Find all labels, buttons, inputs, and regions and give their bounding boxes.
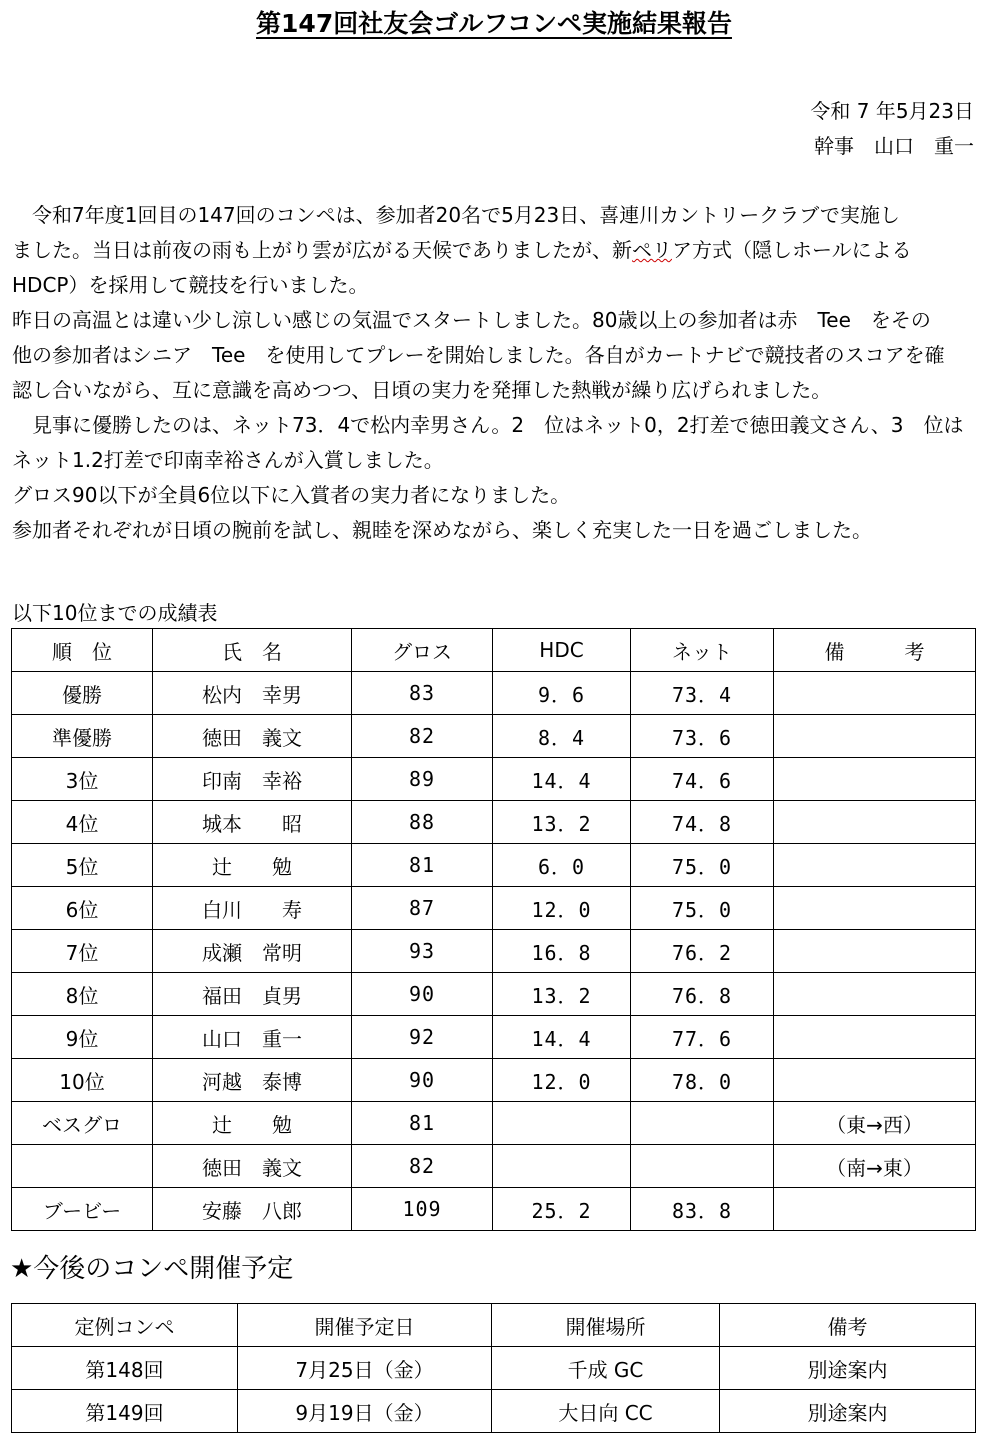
results-row [12,1102,976,1145]
cell-name: 辻 勉 [153,1102,352,1145]
cell-hdc: 25．2 [493,1188,631,1231]
cell-net: 74．6 [631,758,774,801]
results-header-row [12,629,976,672]
cell-name: 福田 貞男 [153,973,352,1016]
cell-net [631,1102,774,1145]
results-row [12,758,976,801]
cell-remarks [774,844,976,887]
body-line [12,233,976,268]
cell-net: 78．0 [631,1059,774,1102]
cell-gross: 87 [352,887,493,930]
body-line: 参加者それぞれが日頃の腕前を試し、親睦を深めながら、楽しく充実した一日を過ごしました。 [12,518,872,542]
cell-remarks [774,758,976,801]
results-row [12,973,976,1016]
cell-hdc [493,1102,631,1145]
cell-gross: 88 [352,801,493,844]
results-row [12,1188,976,1231]
body-line: HDCP）を採用して競技を行いました。 [12,273,369,297]
body-line-segment: ました。当日は前夜の雨も上がり雲が広がる天候でありましたが、新 [12,238,632,262]
cell-rank: 9位 [12,1016,153,1059]
cell-rank: 6位 [12,887,153,930]
cell-gross: 83 [352,672,493,715]
cell-gross: 81 [352,1102,493,1145]
cell-remarks [774,1016,976,1059]
cell-net: 76．8 [631,973,774,1016]
cell-hdc: 12．0 [493,1059,631,1102]
body-line: 見事に優勝したのは、ネット73．4で松内幸男さん。2 位はネット0，2打差で徳田義文さん、3 位は [12,413,964,437]
header-rank: 順 位 [12,629,153,672]
cell-name: 山口 重一 [153,1016,352,1059]
cell-remarks [774,1059,976,1102]
cell-date: 9月19日（金） [238,1390,492,1433]
cell-remarks: （東→西） [774,1102,976,1145]
header-name: 氏 名 [153,629,352,672]
cell-hdc [493,1145,631,1188]
cell-gross: 92 [352,1016,493,1059]
cell-name: 白川 寿 [153,887,352,930]
header-gross: グロス [352,629,493,672]
cell-name: 松内 幸男 [153,672,352,715]
cell-rank: 8位 [12,973,153,1016]
body-line: ネット1.2打差で印南幸裕さんが入賞しました。 [12,448,444,472]
header-competition: 定例コンペ [12,1304,238,1347]
cell-rank: ベスグロ [12,1102,153,1145]
cell-rank: 7位 [12,930,153,973]
cell-hdc: 16．8 [493,930,631,973]
cell-remarks: （南→東） [774,1145,976,1188]
cell-gross: 89 [352,758,493,801]
cell-gross: 81 [352,844,493,887]
results-row [12,672,976,715]
cell-name: 辻 勉 [153,844,352,887]
body-line: 他の参加者はシニア Tee を使用してプレーを開始しました。各自がカートナビで競技者のスコアを確 [12,343,945,367]
document-title: 第147回社友会ゴルフコンペ実施結果報告 [256,9,732,38]
cell-rank [12,1145,153,1188]
cell-gross: 109 [352,1188,493,1231]
body-line: グロス90以下が全員6位以下に入賞者の実力者になりました。 [12,483,571,507]
schedule-header-row [12,1304,976,1347]
cell-gross: 82 [352,715,493,758]
cell-remarks [774,715,976,758]
cell-net: 83．8 [631,1188,774,1231]
schedule-row [12,1347,976,1390]
results-row [12,1145,976,1188]
cell-name: 印南 幸裕 [153,758,352,801]
cell-hdc: 12．0 [493,887,631,930]
cell-hdc: 9．6 [493,672,631,715]
cell-rank: 4位 [12,801,153,844]
cell-venue: 千成 GC [492,1347,720,1390]
cell-net [631,1145,774,1188]
header-venue: 開催場所 [492,1304,720,1347]
body-line-segment: ア方式（隠しホールによる [672,238,912,262]
cell-gross: 90 [352,1059,493,1102]
cell-rank: 優勝 [12,672,153,715]
body-line: 認し合いながら、互に意識を高めつつ、日頃の実力を発揮した熱戦が繰り広げられました。 [12,378,832,402]
header-notes: 備考 [720,1304,976,1347]
schedule-table [11,1303,976,1433]
cell-rank: 準優勝 [12,715,153,758]
results-table [11,628,976,1231]
cell-hdc: 6．0 [493,844,631,887]
results-row [12,715,976,758]
cell-notes: 別途案内 [720,1347,976,1390]
cell-venue: 大日向 CC [492,1390,720,1433]
results-row [12,930,976,973]
header-remarks: 備 考 [774,629,976,672]
header-date: 開催予定日 [238,1304,492,1347]
header-net: ネット [631,629,774,672]
cell-net: 75．0 [631,887,774,930]
cell-remarks [774,930,976,973]
cell-net: 73．4 [631,672,774,715]
cell-gross: 93 [352,930,493,973]
body-line: 令和7年度1回目の147回のコンペは、参加者20名で5月23日、喜連川カントリークラブで実施し [12,203,900,227]
cell-remarks [774,672,976,715]
results-caption: 以下10位までの成績表 [12,601,218,625]
cell-rank: 3位 [12,758,153,801]
schedule-row [12,1390,976,1433]
cell-remarks [774,801,976,844]
cell-name: 徳田 義文 [153,1145,352,1188]
header-hdc: HDC [493,629,631,672]
cell-net: 74．8 [631,801,774,844]
cell-name: 安藤 八郎 [153,1188,352,1231]
cell-net: 76．2 [631,930,774,973]
results-row [12,1016,976,1059]
cell-competition: 第149回 [12,1390,238,1433]
cell-name: 城本 昭 [153,801,352,844]
cell-remarks [774,1188,976,1231]
cell-name: 河越 泰博 [153,1059,352,1102]
cell-hdc: 14．4 [493,1016,631,1059]
cell-hdc: 13．2 [493,973,631,1016]
cell-rank: 10位 [12,1059,153,1102]
cell-name: 徳田 義文 [153,715,352,758]
cell-competition: 第148回 [12,1347,238,1390]
cell-gross: 90 [352,973,493,1016]
cell-hdc: 13．2 [493,801,631,844]
cell-hdc: 8．4 [493,715,631,758]
report-body [12,198,976,548]
cell-remarks [774,887,976,930]
spellcheck-squiggle: ペリ [632,238,672,262]
report-date: 令和 7 年5月23日 [810,99,974,123]
cell-rank: ブービー [12,1188,153,1231]
results-row [12,801,976,844]
results-row [12,887,976,930]
cell-net: 75．0 [631,844,774,887]
results-row [12,1059,976,1102]
cell-gross: 82 [352,1145,493,1188]
cell-notes: 別途案内 [720,1390,976,1433]
results-row [12,844,976,887]
cell-rank: 5位 [12,844,153,887]
cell-net: 73．6 [631,715,774,758]
cell-hdc: 14．4 [493,758,631,801]
cell-date: 7月25日（金） [238,1347,492,1390]
cell-net: 77．6 [631,1016,774,1059]
cell-remarks [774,973,976,1016]
body-line: 昨日の高温とは違い少し涼しい感じの気温でスタートしました。80歳以上の参加者は赤 Tee をその [12,308,931,332]
cell-name: 成瀬 常明 [153,930,352,973]
report-author: 幹事 山口 重一 [814,134,974,158]
upcoming-heading: ★今後のコンペ開催予定 [10,1254,294,1284]
